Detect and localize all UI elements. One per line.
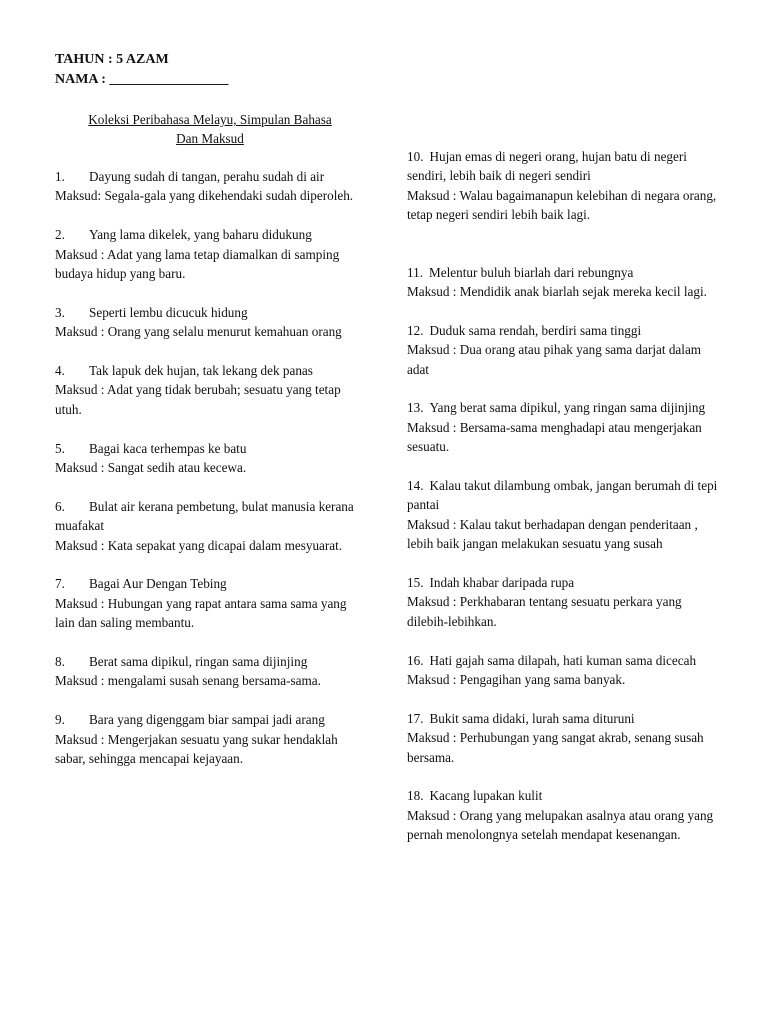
- item-number: 4.: [55, 363, 65, 379]
- list-item: [55, 361, 367, 419]
- meaning: Maksud : Pengagihan yang sama banyak.: [407, 672, 626, 688]
- list-item: [55, 497, 367, 555]
- meaning: Maksud : Adat yang tidak berubah; sesuatu yang tetap utuh.: [55, 382, 341, 417]
- list-item: [407, 263, 725, 302]
- item-number: 8.: [55, 654, 65, 670]
- item-number: 13.: [407, 400, 424, 416]
- meaning: Maksud : Orang yang melupakan asalnya atau orang yang pernah menolongnya setelah mendapat kesenangan.: [407, 807, 714, 843]
- page-title: [55, 110, 365, 149]
- item-number: 12.: [407, 322, 424, 338]
- item-number: 1.: [55, 169, 65, 184]
- meaning: Maksud : Orang yang selalu menurut kemahuan orang: [55, 324, 342, 340]
- list-item: [55, 167, 367, 206]
- item-number: 9.: [55, 712, 65, 728]
- meaning: Maksud : mengalami susah senang bersama-sama.: [55, 673, 321, 689]
- meaning: Maksud : Kalau takut berhadapan dengan penderitaan , lebih baik jangan melakukan sesuatu yang susah: [407, 516, 698, 552]
- item-number: 5.: [55, 440, 65, 456]
- item-number: 18.: [407, 788, 424, 804]
- meaning: Maksud : Mengerjakan sesuatu yang sukar hendaklah sabar, sehingga mencapai kejayaan.: [55, 731, 338, 767]
- title-line-2: Dan Maksud: [176, 131, 244, 147]
- item-number: 16.: [407, 652, 424, 668]
- item-number: 6.: [55, 498, 65, 514]
- meaning: Maksud : Bersama-sama menghadapi atau mengerjakan sesuatu.: [407, 419, 702, 455]
- name-field: NAMA : _________________: [55, 72, 229, 87]
- meaning: Maksud : Dua orang atau pihak yang sama darjat dalam adat: [407, 342, 702, 377]
- proverb: Bagai kaca terhempas ke batu: [89, 440, 247, 456]
- proverb: Hati gajah sama dilapah, hati kuman sama dicecah: [429, 652, 697, 668]
- list-item: [407, 573, 725, 631]
- header: [55, 50, 228, 90]
- meaning: Maksud : Mendidik anak biarlah sejak mereka kecil lagi.: [407, 284, 707, 300]
- proverb: Dayung sudah di tangan, perahu sudah di air: [89, 169, 325, 184]
- list-item: [55, 574, 367, 632]
- proverb: Bara yang digenggam biar sampai jadi arang: [89, 712, 325, 728]
- proverb: Bukit sama didaki, lurah sama dituruni: [429, 710, 635, 726]
- list-item: [407, 147, 725, 225]
- meaning: Maksud : Walau bagaimanapun kelebihan di negara orang, tetap negeri sendiri lebih baik lagi.: [407, 187, 717, 223]
- proverb: Berat sama dipikul, ringan sama dijinjing: [89, 654, 308, 670]
- list-item: [407, 651, 725, 690]
- list-item: [407, 321, 725, 379]
- meaning: Maksud : Hubungan yang rapat antara sama sama yang lain dan saling membantu.: [55, 595, 347, 631]
- proverb: Tak lapuk dek hujan, tak lekang dek panas: [89, 363, 313, 379]
- proverb: Kalau takut dilambung ombak, jangan berumah di tepi pantai: [407, 478, 718, 513]
- item-number: 7.: [55, 576, 65, 592]
- proverb: Melentur buluh biarlah dari rebungnya: [429, 264, 634, 280]
- item-number: 14.: [407, 478, 424, 494]
- meaning: Maksud : Sangat sedih atau kecewa.: [55, 460, 247, 476]
- item-number: 2.: [55, 227, 65, 243]
- item-number: 3.: [55, 304, 65, 320]
- proverb: Hujan emas di negeri orang, hujan batu di negeri sendiri, lebih baik di negeri sendiri: [407, 149, 687, 184]
- item-number: 10.: [407, 149, 424, 164]
- proverb: Indah khabar daripada rupa: [429, 575, 575, 591]
- proverb: Bagai Aur Dengan Tebing: [89, 576, 227, 592]
- meaning: Maksud : Kata sepakat yang dicapai dalam mesyuarat.: [55, 537, 343, 553]
- list-item: [55, 710, 367, 768]
- class-label: TAHUN : 5 AZAM: [55, 52, 169, 67]
- list-item: [407, 786, 725, 844]
- right-column: [407, 147, 725, 864]
- proverb: Kacang lupakan kulit: [429, 788, 543, 804]
- list-item: [55, 225, 367, 283]
- proverb: Seperti lembu dicucuk hidung: [89, 304, 248, 320]
- list-item: [55, 439, 367, 478]
- list-item: [407, 709, 725, 767]
- proverb: Duduk sama rendah, berdiri sama tinggi: [429, 322, 642, 338]
- proverb: Yang berat sama dipikul, yang ringan sama dijinjing: [429, 400, 706, 416]
- proverb: Bulat air kerana pembetung, bulat manusia kerana muafakat: [55, 498, 354, 534]
- item-number: 11.: [407, 264, 423, 280]
- item-number: 15.: [407, 575, 424, 591]
- list-item: [407, 398, 725, 456]
- meaning: Maksud: Segala-gala yang dikehendaki sudah diperoleh.: [55, 188, 354, 204]
- meaning: Maksud : Adat yang lama tetap diamalkan di samping budaya hidup yang baru.: [55, 246, 340, 282]
- item-number: 17.: [407, 710, 424, 726]
- list-item: [55, 652, 367, 691]
- meaning: Maksud : Perkhabaran tentang sesuatu perkara yang dilebih-lebihkan.: [407, 594, 682, 629]
- meaning: Maksud : Perhubungan yang sangat akrab, senang susah bersama.: [407, 730, 704, 765]
- title-line-1: Koleksi Peribahasa Melayu, Simpulan Bahasa: [88, 112, 332, 127]
- list-item: [55, 303, 367, 342]
- proverb: Yang lama dikelek, yang baharu didukung: [89, 227, 312, 243]
- left-column: [55, 167, 367, 788]
- list-item: [407, 476, 725, 554]
